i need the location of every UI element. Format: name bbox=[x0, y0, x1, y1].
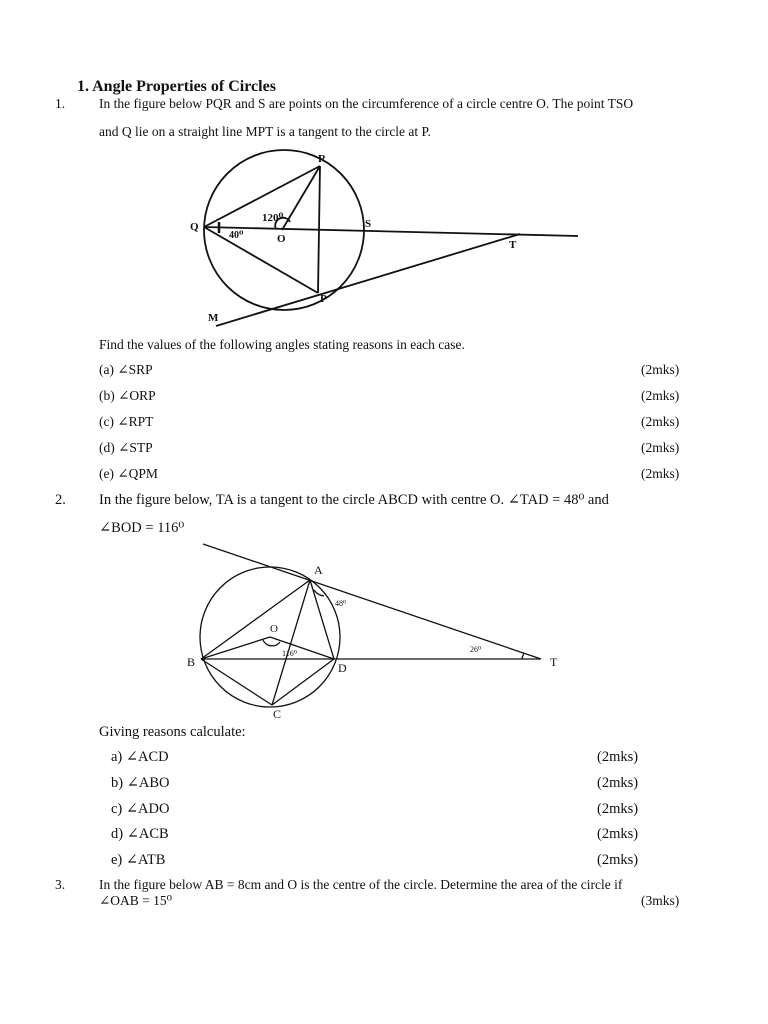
q2-line-CD bbox=[272, 659, 334, 705]
q3-text-line2: ∠OAB = 15⁰ bbox=[99, 893, 173, 908]
q2-part-c-marks: (2mks) bbox=[597, 801, 639, 817]
q1-part-b: (b) ∠ORP bbox=[99, 388, 156, 403]
q2-line-AD bbox=[310, 580, 334, 659]
q2-text-line1: In the figure below, TA is a tangent to the circle ABCD with centre O. ∠TAD = 48⁰ and bbox=[99, 492, 609, 508]
q1-line-QP bbox=[204, 227, 318, 293]
q2-label-D: D bbox=[338, 661, 347, 675]
q2-label-B: B bbox=[187, 655, 196, 669]
q1-instruction: Find the values of the following angles stating reasons in each case. bbox=[99, 337, 465, 352]
q2-part-e-marks: (2mks) bbox=[597, 852, 639, 868]
q1-part-e-marks: (2mks) bbox=[641, 466, 680, 481]
q3-text-line1: In the figure below AB = 8cm and O is the centre of the circle. Determine the area of the circle if bbox=[99, 877, 623, 892]
q1-text-line1: In the figure below PQR and S are points on the circumference of a circle centre O. The point TSO bbox=[99, 96, 634, 111]
q1-part-e: (e) ∠QPM bbox=[99, 466, 158, 481]
q2-arc-O bbox=[263, 640, 280, 646]
q1-label-angle-120: 120⁰ bbox=[262, 212, 284, 224]
q1-label-M: M bbox=[208, 312, 219, 324]
q1-number: 1. bbox=[55, 96, 66, 111]
q1-part-a-marks: (2mks) bbox=[641, 362, 680, 377]
q1-line-QT bbox=[204, 227, 578, 236]
q2-part-b-marks: (2mks) bbox=[597, 775, 639, 791]
q1-part-d: (d) ∠STP bbox=[99, 440, 153, 455]
q2-label-angle-116: 116⁰ bbox=[282, 649, 297, 658]
q2-label-O: O bbox=[270, 623, 278, 635]
q3-number: 3. bbox=[55, 877, 66, 892]
q1-part-c: (c) ∠RPT bbox=[99, 414, 154, 429]
q2-instruction: Giving reasons calculate: bbox=[99, 724, 246, 740]
q3-marks: (3mks) bbox=[641, 893, 680, 908]
q2-label-angle-48: 48⁰ bbox=[335, 599, 347, 608]
q1-line-QR bbox=[204, 166, 320, 227]
q2-circle bbox=[200, 567, 340, 707]
q2-number: 2. bbox=[55, 492, 66, 508]
q1-text-line2: and Q lie on a straight line MPT is a tangent to the circle at P. bbox=[99, 124, 431, 139]
q2-text-line2: ∠BOD = 116⁰ bbox=[99, 520, 185, 536]
q1-tangent-MT bbox=[216, 234, 520, 326]
q2-part-d: d) ∠ACB bbox=[111, 826, 169, 842]
q1-part-b-marks: (2mks) bbox=[641, 388, 680, 403]
q2-line-AC bbox=[272, 580, 310, 705]
q1-circle bbox=[204, 150, 364, 310]
q1-label-R: R bbox=[318, 153, 326, 165]
q2-part-b: b) ∠ABO bbox=[111, 775, 170, 791]
q2-arc-T bbox=[522, 653, 524, 659]
q2-label-C: C bbox=[273, 707, 282, 721]
q2-line-BO bbox=[201, 637, 270, 659]
q1-label-P: P bbox=[320, 293, 327, 305]
q1-label-angle-40: 40⁰ bbox=[229, 230, 244, 241]
q2-part-a-marks: (2mks) bbox=[597, 749, 639, 765]
q2-arc-A bbox=[314, 590, 324, 596]
q1-part-a: (a) ∠SRP bbox=[99, 362, 153, 377]
q1-label-S: S bbox=[365, 218, 372, 230]
q1-label-O: O bbox=[277, 233, 286, 245]
section-heading: 1. Angle Properties of Circles bbox=[77, 78, 276, 95]
q1-line-RP bbox=[318, 166, 320, 293]
q2-label-A: A bbox=[314, 563, 323, 577]
q1-line-OR bbox=[282, 166, 320, 230]
q2-part-e: e) ∠ATB bbox=[111, 852, 166, 868]
q1-part-c-marks: (2mks) bbox=[641, 414, 680, 429]
q2-label-angle-26: 26⁰ bbox=[470, 645, 482, 654]
q1-label-T: T bbox=[509, 239, 517, 251]
q1-arc-O bbox=[275, 218, 290, 229]
q2-tangent-TA bbox=[203, 544, 541, 659]
q2-part-c: c) ∠ADO bbox=[111, 801, 170, 817]
q2-part-d-marks: (2mks) bbox=[597, 826, 639, 842]
q2-line-OD bbox=[270, 637, 334, 659]
q2-part-a: a) ∠ACD bbox=[111, 749, 169, 765]
q2-line-BC bbox=[201, 659, 272, 705]
q2-label-T: T bbox=[550, 655, 558, 669]
q1-label-Q: Q bbox=[190, 221, 199, 233]
q1-part-d-marks: (2mks) bbox=[641, 440, 680, 455]
q2-line-AB bbox=[201, 580, 310, 659]
